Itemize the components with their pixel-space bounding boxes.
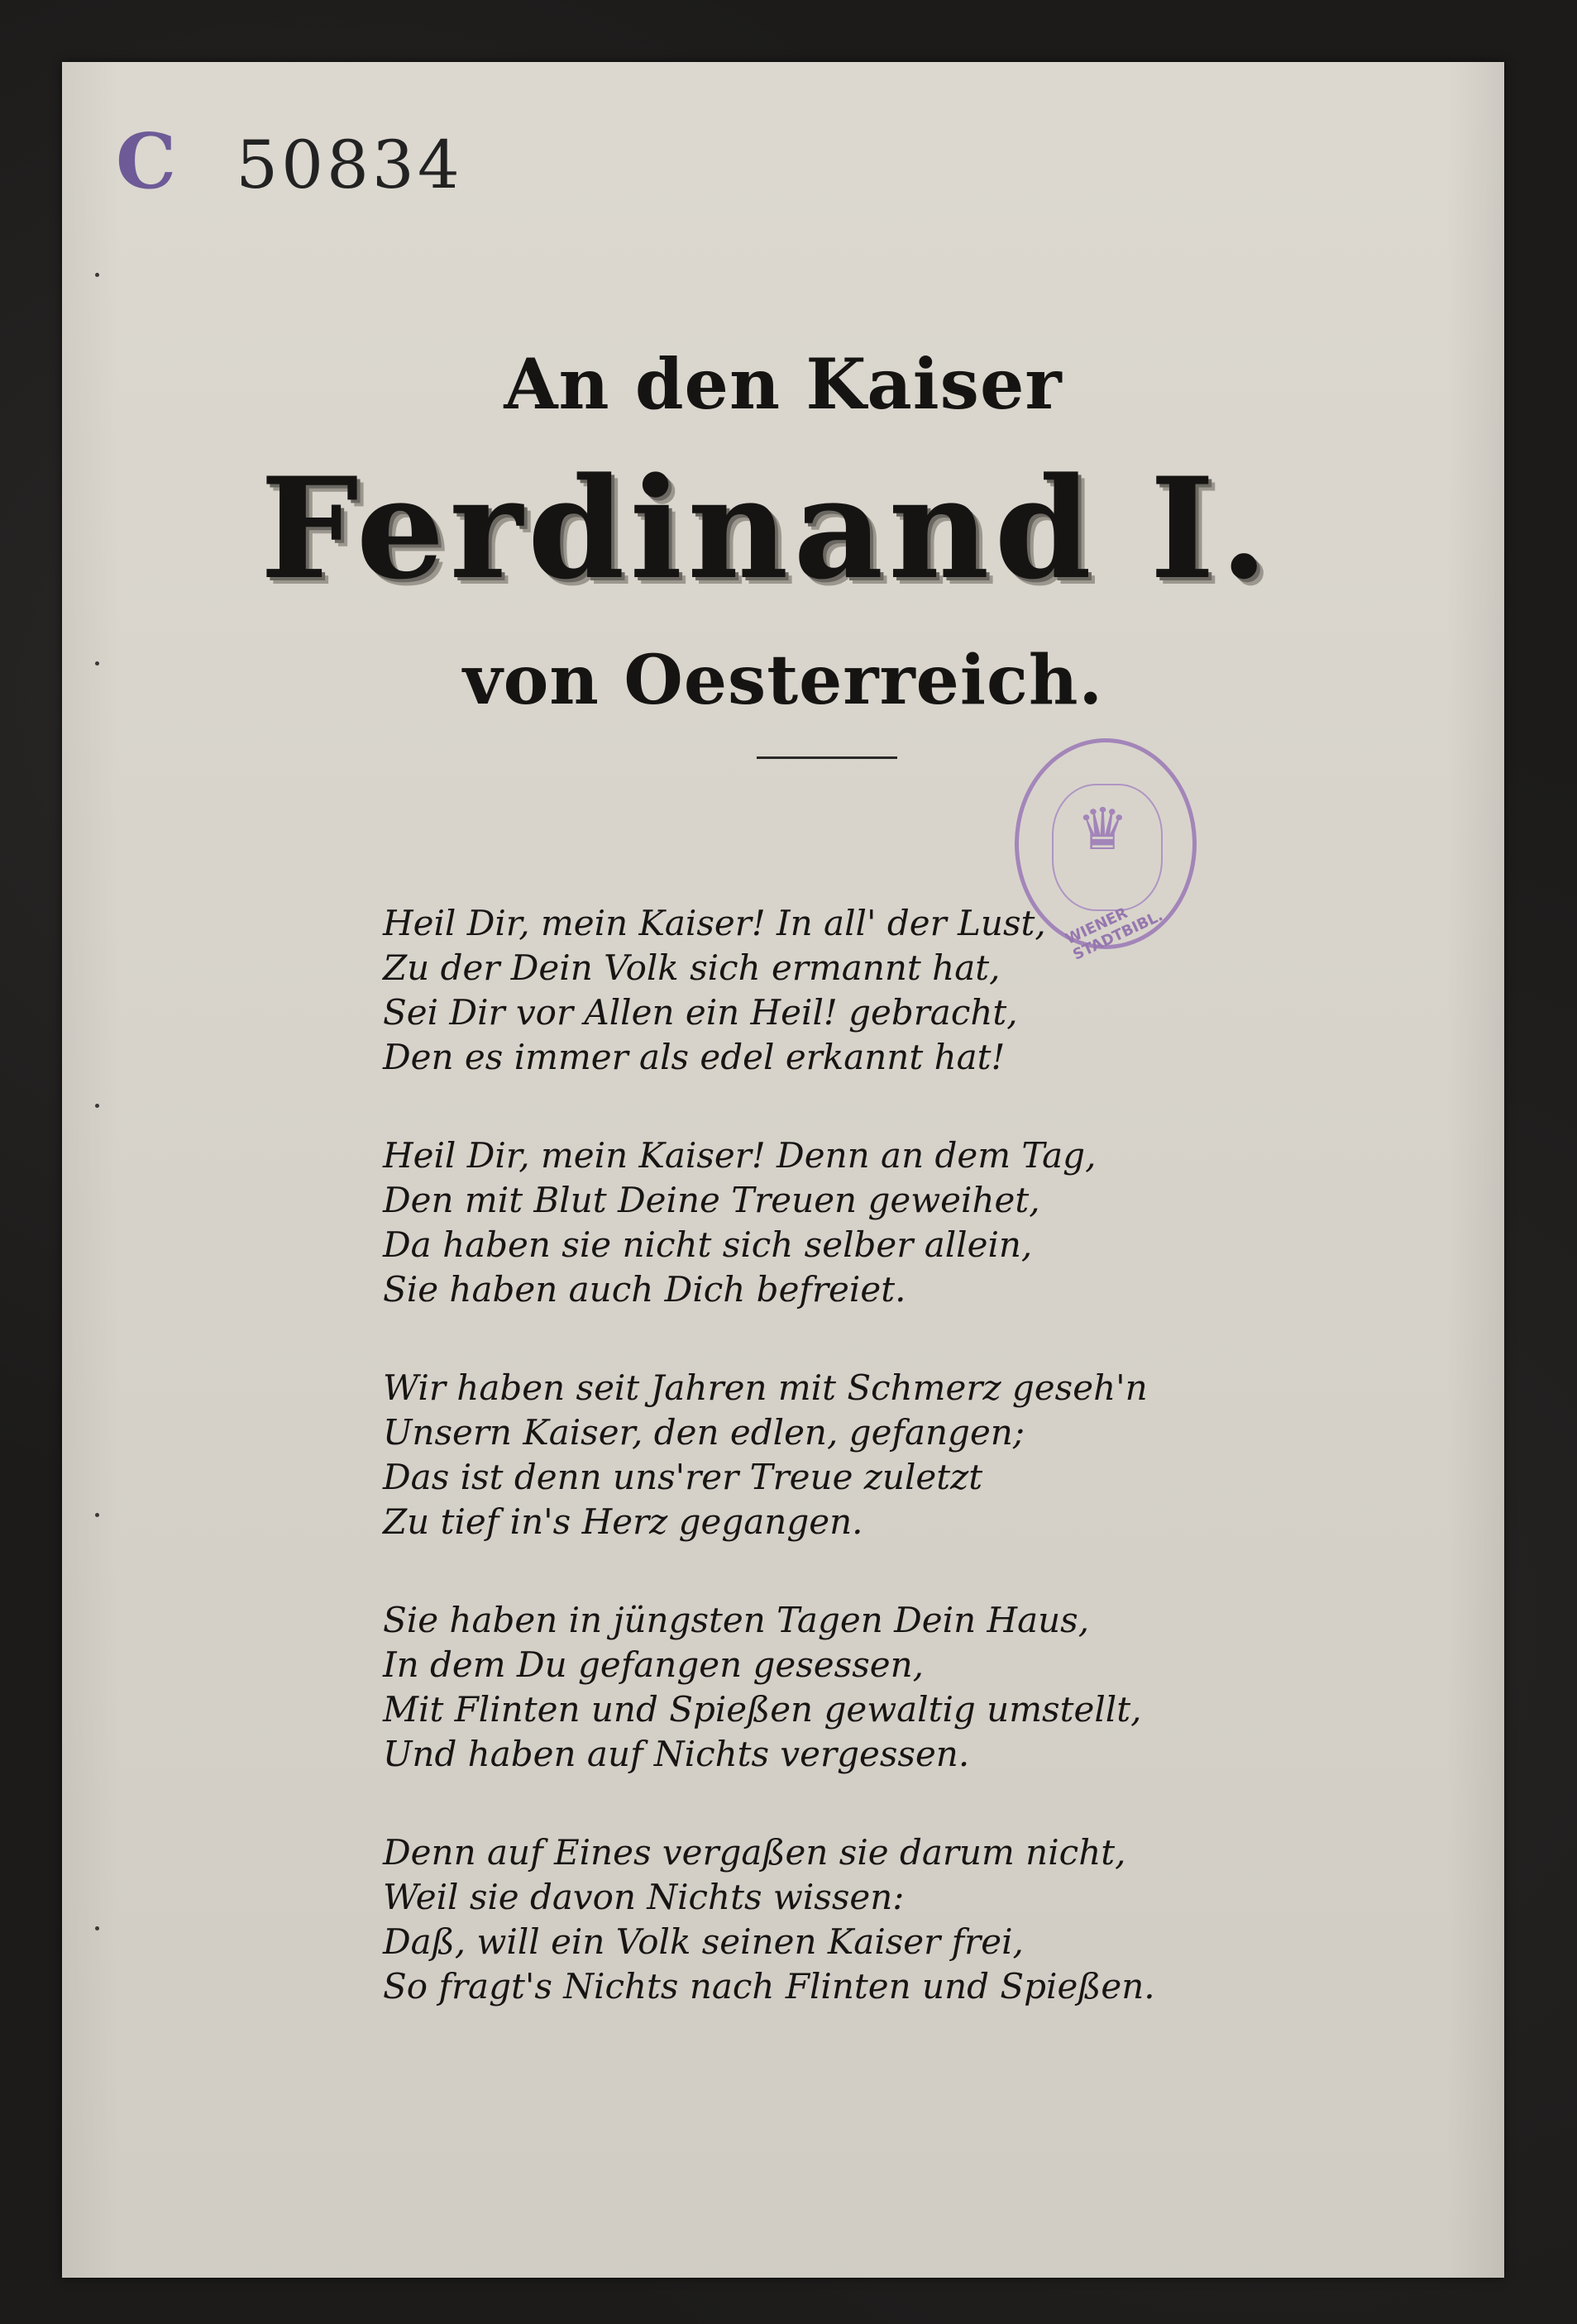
poem-line: Da haben sie nicht sich selber allein, <box>383 1224 1033 1265</box>
poem <box>383 901 1155 2063</box>
stamp-text: WIENER STADTBIBL. <box>1063 904 1166 964</box>
poem-line: Den es immer als edel erkannt hat! <box>383 1037 1006 1077</box>
poem-line: Wir haben seit Jahren mit Schmerz geseh'n <box>383 1367 1148 1408</box>
binding-hole <box>95 273 99 277</box>
poem-line: Zu tief in's Herz gegangen. <box>383 1501 863 1542</box>
catalog-number: 50834 <box>236 126 463 203</box>
catalog-letter: C <box>116 117 179 206</box>
poem-line: Den mit Blut Deine Treuen geweihet, <box>383 1180 1040 1220</box>
poem-line: In dem Du gefangen gesessen, <box>383 1644 925 1685</box>
title-line-2: Ferdinand I. <box>260 446 1274 610</box>
poem-line: Sei Dir vor Allen ein Heil! gebracht, <box>383 992 1018 1033</box>
title-line-3: von Oesterreich. <box>462 641 1104 720</box>
stanza <box>383 901 1155 1080</box>
title-line-1: An den Kaiser <box>504 343 1063 425</box>
poem-line: Sie haben in jüngsten Tagen Dein Haus, <box>383 1600 1090 1640</box>
poem-line: Denn auf Eines vergaßen sie darum nicht, <box>383 1832 1126 1873</box>
poem-line: Mit Flinten und Spießen gewaltig umstellt, <box>383 1689 1142 1730</box>
catalog-mark <box>116 117 463 206</box>
divider <box>757 756 897 759</box>
stanza <box>383 1830 1155 2009</box>
binding-hole <box>95 1926 99 1930</box>
poem-line: Sie haben auch Dich befreiet. <box>383 1269 906 1310</box>
poem-line: Unsern Kaiser, den edlen, gefangen; <box>383 1412 1025 1453</box>
poem-line: Heil Dir, mein Kaiser! Denn an dem Tag, <box>383 1135 1097 1176</box>
eagle-icon: ♛ <box>1077 795 1129 863</box>
stanza <box>383 1133 1155 1312</box>
poem-line: Und haben auf Nichts vergessen. <box>383 1734 970 1774</box>
poem-line: Weil sie davon Nichts wissen: <box>383 1877 905 1917</box>
poem-line: Das ist denn uns'rer Treue zuletzt <box>383 1457 983 1497</box>
poem-line: Daß, will ein Volk seinen Kaiser frei, <box>383 1921 1024 1962</box>
binding-hole <box>95 1513 99 1517</box>
stanza <box>383 1366 1155 1544</box>
poem-line: So fragt's Nichts nach Flinten und Spießen. <box>383 1966 1155 2007</box>
binding-hole <box>95 1104 99 1108</box>
poem-line: Zu der Dein Volk sich ermannt hat, <box>383 947 1001 988</box>
stanza <box>383 1598 1155 1777</box>
poem-line: Heil Dir, mein Kaiser! In all' der Lust, <box>383 903 1046 943</box>
document-page <box>62 62 1504 2278</box>
